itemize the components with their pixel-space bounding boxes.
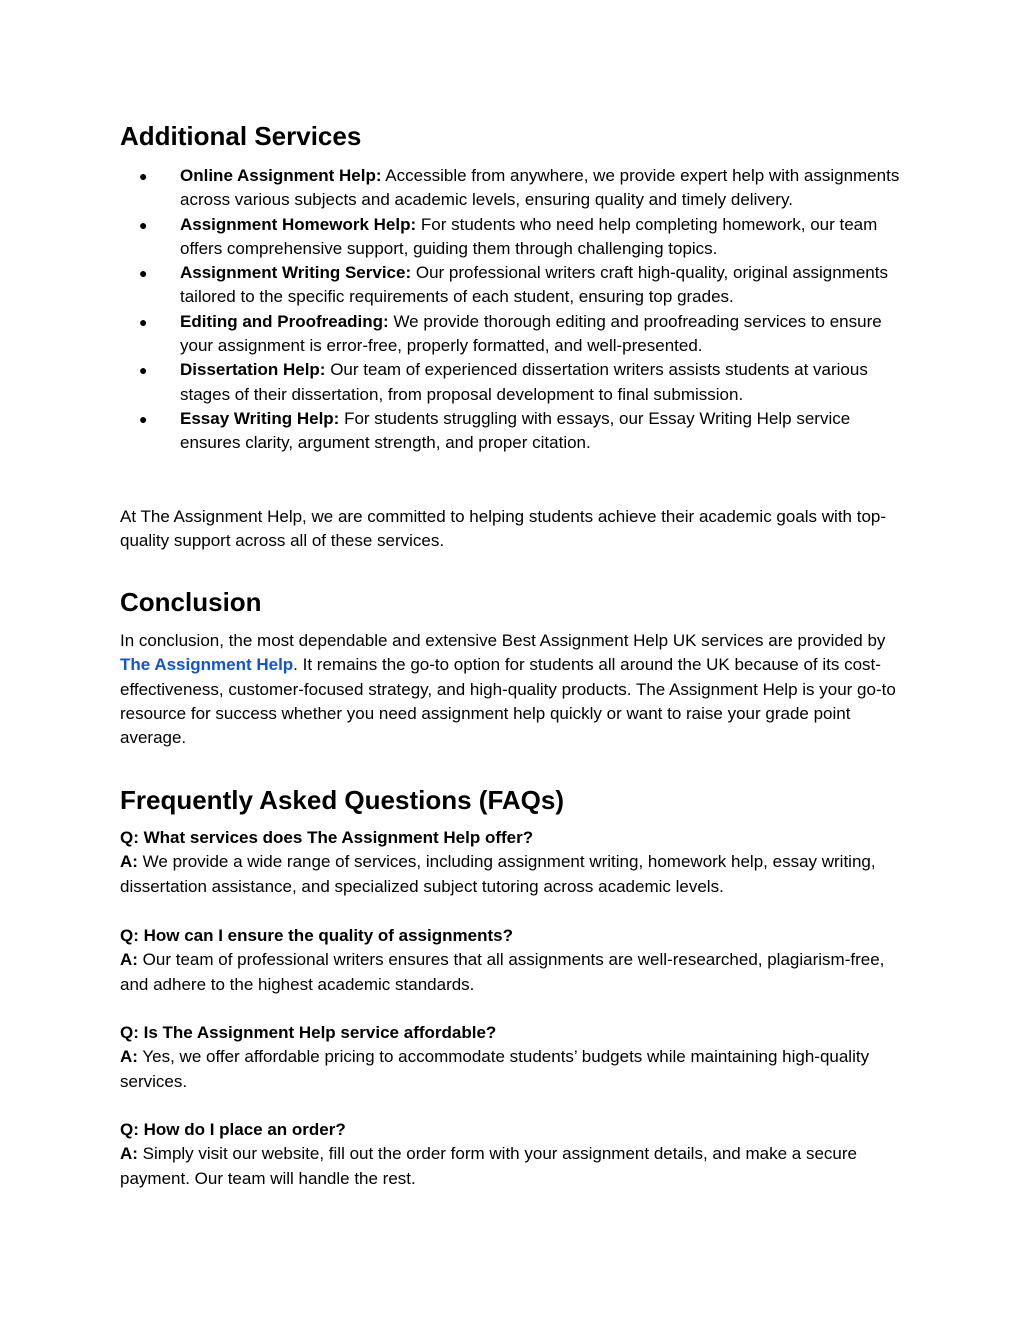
faq-item bbox=[120, 1021, 900, 1094]
faq-item bbox=[120, 924, 900, 997]
answer-prefix: A: bbox=[120, 1047, 138, 1067]
service-description: Our professional writers craft high-quality, original assignments tailored to the specific requirements of each student, ensuring top grades. bbox=[180, 263, 888, 307]
service-title: Editing and Proofreading: bbox=[180, 311, 389, 331]
service-title: Assignment Writing Service: bbox=[180, 263, 412, 283]
faq-question: Q: How can I ensure the quality of assignments? bbox=[120, 926, 513, 945]
list-item bbox=[120, 261, 900, 310]
faq-answer bbox=[120, 850, 900, 899]
bullet-icon: ● bbox=[139, 265, 148, 282]
service-description: Accessible from anywhere, we provide expert help with assignments across various subjects and academic levels, ensuring quality and timely delivery. bbox=[180, 166, 900, 210]
services-closing-paragraph: At The Assignment Help, we are committed to helping students achieve their academic goals with top-quality support across all of these services. bbox=[120, 507, 887, 551]
bullet-icon: ● bbox=[139, 216, 148, 233]
the-assignment-help-link[interactable]: The Assignment Help bbox=[120, 655, 294, 675]
service-title: Online Assignment Help: bbox=[180, 166, 382, 185]
faq-question: Q: How do I place an order? bbox=[120, 1120, 346, 1139]
list-item bbox=[120, 407, 900, 456]
faq-heading: Frequently Asked Questions (FAQs) bbox=[120, 785, 565, 815]
bullet-icon: ● bbox=[139, 313, 148, 330]
faq-answer-text: Simply visit our website, fill out the order form with your assignment details, and make a secure payment. Our team will handle the rest. bbox=[120, 1144, 857, 1188]
faq-answer bbox=[120, 1142, 900, 1191]
service-title: Assignment Homework Help: bbox=[180, 214, 417, 234]
additional-services-heading: Additional Services bbox=[120, 121, 362, 151]
conclusion-heading: Conclusion bbox=[120, 587, 262, 617]
faq-answer bbox=[120, 1045, 900, 1094]
faq-answer-text: Our team of professional writers ensures that all assignments are well-researched, plagiarism-free, and adhere to the highest academic standards. bbox=[120, 950, 885, 994]
services-list bbox=[120, 164, 900, 456]
service-description: For students struggling with essays, our Essay Writing Help service ensures clarity, argument strength, and proper citation. bbox=[180, 408, 851, 453]
answer-prefix: A: bbox=[120, 852, 138, 872]
list-item bbox=[120, 164, 900, 213]
faq-item bbox=[120, 826, 900, 899]
list-item bbox=[120, 213, 900, 262]
conclusion-paragraph bbox=[120, 629, 900, 750]
service-description: We provide thorough editing and proofreading services to ensure your assignment is error-free, properly formatted, and well-presented. bbox=[180, 311, 882, 356]
service-title: Dissertation Help: bbox=[180, 360, 326, 380]
faq-question: Q: Is The Assignment Help service affordable? bbox=[120, 1023, 497, 1042]
answer-prefix: A: bbox=[120, 950, 138, 970]
service-description: Our team of experienced dissertation writers assists students at various stages of their dissertation, from proposal development to final submission. bbox=[180, 360, 868, 404]
faq-question: Q: What services does The Assignment Help offer? bbox=[120, 828, 534, 847]
conclusion-text-start: In conclusion, the most dependable and extensive Best Assignment Help UK services are provided by bbox=[120, 631, 886, 650]
list-item bbox=[120, 310, 900, 359]
conclusion-text-end: . It remains the go-to option for students all around the UK because of its cost-effectiveness, customer-focused strategy, and high-quality products. The Assignment Help is your go-to resource for success whether you need assignment help quickly or want to raise your grade point average. bbox=[120, 655, 896, 748]
service-description: For students who need help completing homework, our team offers comprehensive support, guiding them through challenging topics. bbox=[180, 214, 878, 258]
faq-item bbox=[120, 1118, 900, 1191]
faq-answer-text: We provide a wide range of services, including assignment writing, homework help, essay writing, dissertation assistance, and specialized subject tutoring across academic levels. bbox=[120, 852, 876, 896]
list-item bbox=[120, 358, 900, 407]
bullet-icon: ● bbox=[139, 168, 148, 184]
faq-answer-text: Yes, we offer affordable pricing to accommodate students’ budgets while maintaining high-quality services. bbox=[120, 1047, 870, 1091]
faq-answer bbox=[120, 948, 900, 997]
service-title: Essay Writing Help: bbox=[180, 408, 340, 428]
bullet-icon: ● bbox=[139, 362, 148, 379]
answer-prefix: A: bbox=[120, 1144, 138, 1164]
bullet-icon: ● bbox=[139, 410, 148, 427]
